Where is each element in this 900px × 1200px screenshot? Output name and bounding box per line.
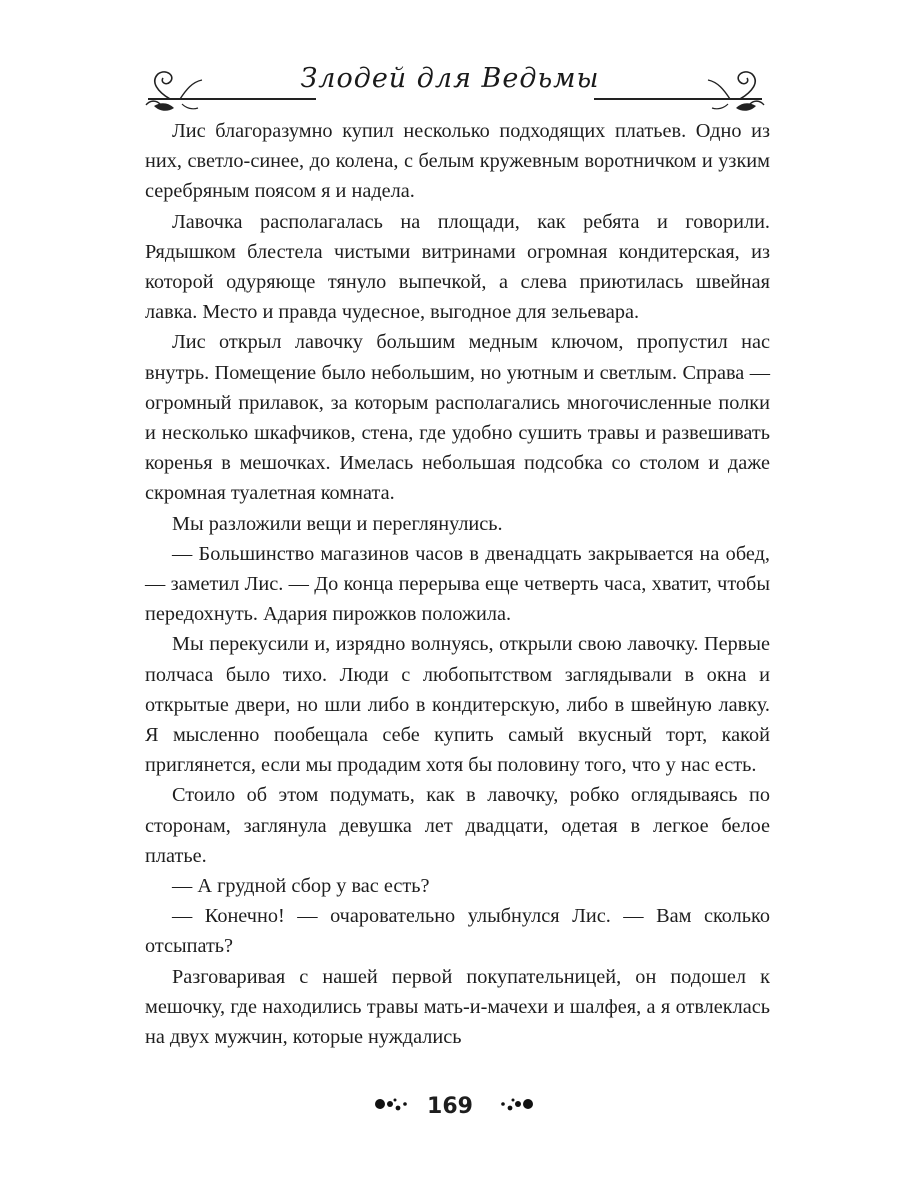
running-head-title: Злодей для Ведьмы bbox=[300, 60, 600, 98]
paragraph: Лис благоразумно купил несколько подходящих платьев. Одно из них, светло-синее, до колена, с белым кружевным воротничком и узким серебряным поясом я и надела. bbox=[145, 120, 770, 203]
paragraph: — А грудной сбор у вас есть? bbox=[172, 875, 430, 898]
paragraph: Лис открыл лавочку большим медным ключом, пропустил нас внутрь. Помещение было небольшим, но уютным и светлым. Справа — огромный прилавок, за которым располагались многочисленные полки и несколько шкафчиков, стена, где удобно сушить травы и развешивать коренья в мешочках. Имелась небольшая подсобка со столом и даже скромная туалетная комната. bbox=[145, 331, 770, 505]
paragraph: Стоило об этом подумать, как в лавочку, робко оглядываясь по сторонам, заглянула девушка лет двадцати, одетая в легкое белое платье. bbox=[145, 784, 770, 867]
paragraph: — Большинство магазинов часов в двенадцать закрывается на обед, — заметил Лис. — До конца перерыва еще четверть часа, хватит, чтобы передохнуть. Адария пирожков положила. bbox=[145, 542, 770, 626]
paragraph: Лавочка располагалась на площади, как ребята и говорили. Рядышком блестела чистыми витринами огромная кондитерская, из которой одуряюще тянуло выпечкой, а слева приютилась швейная лавка. Место и правда чудесное, выгодное для зельевара. bbox=[145, 210, 770, 324]
dots-right-icon bbox=[498, 1096, 534, 1116]
paragraph: Мы перекусили и, изрядно волнуясь, открыли свою лавочку. Первые полчаса было тихо. Люди с любопытством заглядывали в окна и открытые двери, но шли либо в кондитерскую, либо в швейную лавку. Я мысленно пообещала себе купить самый вкусный торт, какой приглянется, если мы продадим хотя бы половину того, что у нас есть. bbox=[145, 633, 770, 777]
page-footer bbox=[0, 1090, 900, 1126]
paragraph: Разговаривая с нашей первой покупательницей, он подошел к мешочку, где находились травы мать-и-мачехи и шалфея, а я отвлеклась на двух мужчин, которые нуждались bbox=[145, 965, 770, 1049]
body-text bbox=[145, 116, 770, 1052]
page-number: 169 bbox=[427, 1094, 473, 1119]
paragraph: Мы разложили вещи и переглянулись. bbox=[172, 512, 503, 535]
paragraph: — Конечно! — очаровательно улыбнулся Лис. — Вам сколько отсыпать? bbox=[145, 905, 770, 958]
